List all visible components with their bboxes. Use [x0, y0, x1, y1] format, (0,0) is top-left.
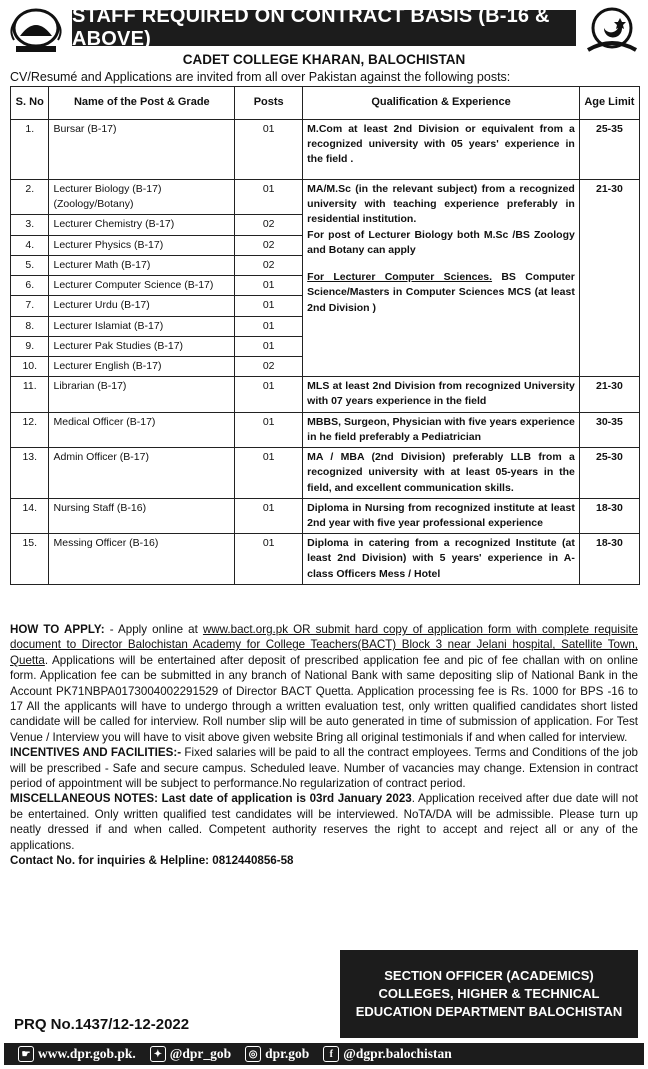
row-sno: 10.: [11, 356, 49, 376]
row-posts: 01: [235, 498, 303, 533]
row-sno: 5.: [11, 255, 49, 275]
row-posts: 01: [235, 377, 303, 412]
row-sno: 4.: [11, 235, 49, 255]
lecturer-cs-heading: For Lecturer Computer Sciences.: [307, 271, 493, 284]
row-sno: 11.: [11, 377, 49, 412]
row-sno: 1.: [11, 120, 49, 180]
row-post: Librarian (B-17): [49, 377, 235, 412]
row-posts: 02: [235, 255, 303, 275]
row-sno: 3.: [11, 215, 49, 235]
row-post: Lecturer Math (B-17): [49, 255, 235, 275]
table-row: [11, 448, 640, 499]
row-post: Bursar (B-17): [49, 120, 235, 180]
lecturer-age: 21-30: [579, 180, 639, 377]
row-age: 25-35: [579, 120, 639, 180]
table-row: [11, 377, 640, 412]
section-officer-box: [340, 950, 638, 1038]
row-posts: 01: [235, 180, 303, 215]
row-post: Admin Officer (B-17): [49, 448, 235, 499]
row-posts: 01: [235, 448, 303, 499]
footer-website-text: www.dpr.gob.pk.: [38, 1046, 136, 1061]
last-date: Last date of application is 03rd January 2023: [157, 792, 412, 806]
header-qualification: Qualification & Experience: [303, 87, 580, 120]
row-sno: 8.: [11, 316, 49, 336]
college-name: CADET COLLEGE KHARAN, BALOCHISTAN: [182, 52, 466, 67]
header-posts: Posts: [235, 87, 303, 120]
row-posts: 01: [235, 276, 303, 296]
footer-twitter[interactable]: [150, 1046, 231, 1062]
row-post: Nursing Staff (B-16): [49, 498, 235, 533]
header-age: Age Limit: [579, 87, 639, 120]
section-officer-line1: SECTION OFFICER (ACADEMICS): [384, 968, 594, 983]
row-age: 18-30: [579, 498, 639, 533]
header-sno: S. No: [11, 87, 49, 120]
row-post: Messing Officer (B-16): [49, 534, 235, 585]
incentives-text: Fixed salaries will be paid to all the contract employees. Terms and Conditions of the job will be prescribed - Safe and secure campus. Scheduled leave. Number of vacancies may change. Extension in contract period of appointment will be subject to performance.No regularization of contract period.: [10, 746, 638, 791]
row-qualification: MLS at least 2nd Division from recognized University with 07 years experience in the field: [303, 377, 580, 412]
how-to-apply-text: . Applications will be entertained after deposit of prescribed application fee and pic of fee challan with on online form. Application fee can be submitted in any branch of National Bank with same depositing slip of National Bank in the Account PK71NBPA0173004002291529 of Director BACT Quetta. Application processing fee is Rs. 1000 for BPS -16 to 17 All the applicants will have to undergo through a written evaluation test, only written qualified candidates short listed candidate will be called for interview. Roll number slip will be auto generated in time of submission of application. For Test Venue / Interview you will have to visit above given website Bring all original testimonials if and when called for interview.: [10, 653, 638, 744]
table-row: [11, 120, 640, 180]
row-posts: 02: [235, 235, 303, 255]
contact-helpline: Contact No. for inquiries & Helpline: 0812440856-58: [10, 854, 294, 868]
row-qualification: M.Com at least 2nd Division or equivalent from a recognized university with 05 years' experience in the field .: [303, 120, 580, 180]
row-posts: 01: [235, 534, 303, 585]
footer-facebook[interactable]: [323, 1046, 451, 1062]
table-header-row: [11, 87, 640, 120]
lecturer-cs-text: BS Computer Science/Masters in Computer Sciences MCS (at least 2nd Division ): [307, 271, 575, 314]
row-post: Lecturer Chemistry (B-17): [49, 215, 235, 235]
facebook-icon: f: [323, 1046, 339, 1062]
instagram-icon: ◎: [245, 1046, 261, 1062]
row-post: Lecturer Biology (B-17) (Zoology/Botany): [49, 180, 235, 215]
header-post: Name of the Post & Grade: [49, 87, 235, 120]
incentives: [10, 745, 638, 791]
footer-bar: [4, 1043, 644, 1065]
lecturer-qual-1: MA/M.Sc (in the relevant subject) from a recognized university with teaching experience preferably in residential institution.: [307, 183, 575, 226]
footer-facebook-text: @dgpr.balochistan: [343, 1046, 452, 1061]
table-row: [11, 534, 640, 585]
row-age: 18-30: [579, 534, 639, 585]
application-instructions: [10, 622, 638, 869]
row-sno: 2.: [11, 180, 49, 215]
contact-line: [10, 853, 638, 868]
row-post: Lecturer Urdu (B-17): [49, 296, 235, 316]
bact-website-link[interactable]: www.bact.org.pk: [202, 623, 288, 636]
footer-instagram[interactable]: [245, 1046, 309, 1062]
table-row: [11, 180, 640, 215]
row-qualification: MA / MBA (2nd Division) preferably LLB from a recognized university with at least 05-years in the field, and excellent communication skills.: [303, 448, 580, 499]
row-posts: 01: [235, 296, 303, 316]
row-post: Lecturer Physics (B-17): [49, 235, 235, 255]
section-officer-line3: EDUCATION DEPARTMENT BALOCHISTAN: [355, 1004, 623, 1019]
row-age: 25-30: [579, 448, 639, 499]
row-posts: 01: [235, 412, 303, 447]
footer-instagram-text: dpr.gob: [265, 1046, 310, 1061]
row-qualification: Diploma in catering from a recognized Institute (at least 2nd Division) with 5 years' experience in A-class Officers Mess / Hotel: [303, 534, 580, 585]
table-row: [11, 498, 640, 533]
row-age: 30-35: [579, 412, 639, 447]
row-posts: 01: [235, 336, 303, 356]
handshake-icon: ☛: [18, 1046, 34, 1062]
misc-text: . Application received after due date will not be entertained. Only written qualified test candidates will be interviewed. NoTA/DA will be admissible. Please turn up neatly dressed if and when called. Competent authority reserves the right to accept and reject all or any of the applications.: [10, 792, 638, 852]
table-row: [11, 412, 640, 447]
footer-website[interactable]: [18, 1046, 136, 1062]
invitation-line: CV/Resumé and Applications are invited from all over Pakistan against the following posts:: [10, 70, 511, 84]
misc-heading: MISCELLANEOUS NOTES:: [10, 792, 158, 806]
how-to-apply-address: OR submit hard copy of application form with complete requisite document to Director Balochistan Academy for College Teachers(BACT) Block 3 near Jelani hospital, Satellite Town, Quetta: [10, 623, 639, 667]
lecturer-qualification: [303, 180, 580, 377]
row-posts: 02: [235, 356, 303, 376]
row-sno: 9.: [11, 336, 49, 356]
row-sno: 13.: [11, 448, 49, 499]
lecturer-qual-3: [307, 270, 575, 316]
balochistan-emblem-left: [6, 6, 66, 56]
row-sno: 14.: [11, 498, 49, 533]
pakistan-emblem-right: [582, 6, 642, 56]
row-post: Medical Officer (B-17): [49, 412, 235, 447]
how-to-apply-heading: HOW TO APPLY:: [10, 623, 105, 636]
twitter-icon: ✦: [150, 1046, 166, 1062]
row-age: 21-30: [579, 377, 639, 412]
row-sno: 12.: [11, 412, 49, 447]
misc-notes: [10, 791, 638, 853]
row-sno: 15.: [11, 534, 49, 585]
row-post: Lecturer Islamiat (B-17): [49, 316, 235, 336]
how-to-apply: [10, 622, 638, 745]
lecturer-qual-2: For post of Lecturer Biology both M.Sc /BS Zoology and Botany can apply: [307, 228, 575, 256]
prq-number: PRQ No.1437/12-12-2022: [14, 1016, 190, 1033]
section-officer-line2: COLLEGES, HIGHER & TECHNICAL: [378, 986, 600, 1001]
posts-table: [10, 86, 640, 585]
row-qualification: MBBS, Surgeon, Physician with five years experience in he field preferably a Pediatrician: [303, 412, 580, 447]
how-to-apply-lead: - Apply online at: [104, 623, 203, 636]
row-post: Lecturer Pak Studies (B-17): [49, 336, 235, 356]
row-sno: 6.: [11, 276, 49, 296]
incentives-heading: INCENTIVES AND FACILITIES:-: [10, 746, 182, 760]
row-sno: 7.: [11, 296, 49, 316]
footer-twitter-text: @dpr_gob: [169, 1046, 232, 1061]
row-posts: 02: [235, 215, 303, 235]
row-post: Lecturer English (B-17): [49, 356, 235, 376]
row-post: Lecturer Computer Science (B-17): [49, 276, 235, 296]
page-title-banner: STAFF REQUIRED ON CONTRACT BASIS (B-16 & ABOVE): [72, 10, 576, 46]
row-qualification: Diploma in Nursing from recognized institute at least 2nd year with five year professional experience: [303, 498, 580, 533]
row-posts: 01: [235, 120, 303, 180]
row-posts: 01: [235, 316, 303, 336]
